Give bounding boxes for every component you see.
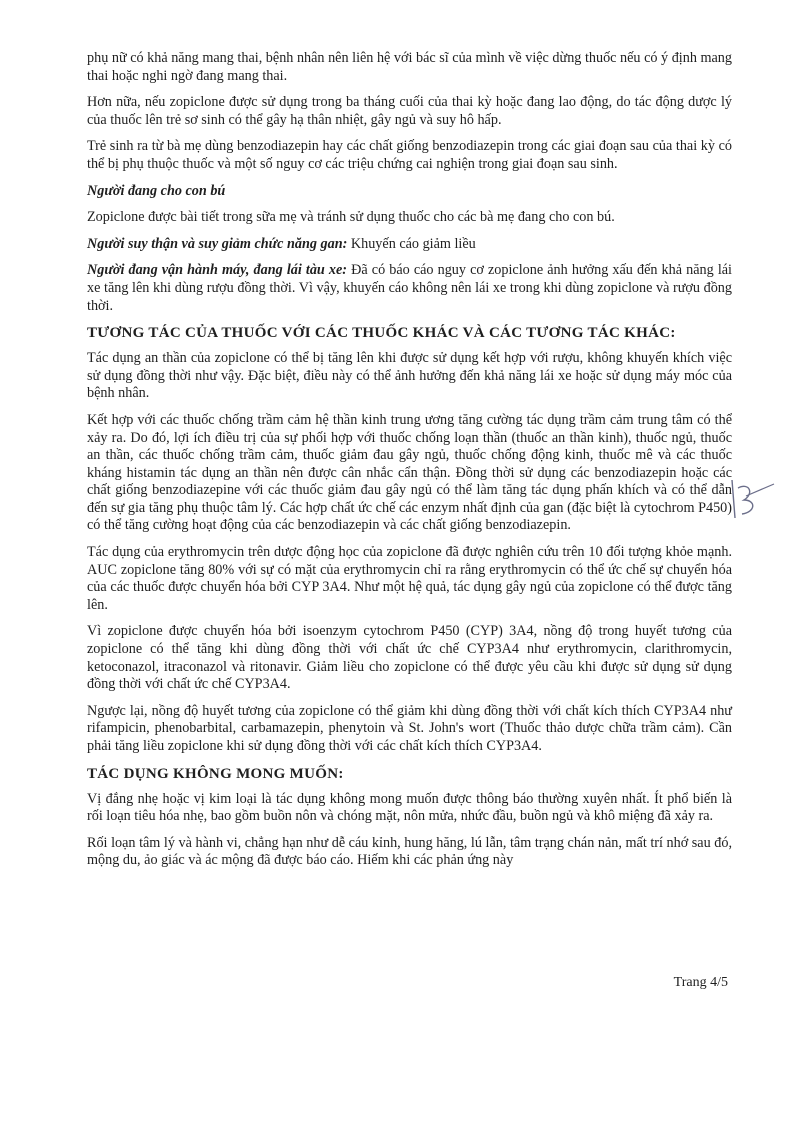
- heading-interactions: TƯƠNG TÁC CỦA THUỐC VỚI CÁC THUỐC KHÁC VÀ CÁC TƯƠNG TÁC KHÁC:: [87, 325, 676, 342]
- driving-label: Người đang vận hành máy, đang lái tàu xe:: [87, 262, 348, 279]
- renal-hepatic-label: Người suy thận và suy giảm chức năng gan:: [87, 235, 348, 252]
- renal-hepatic-text: Khuyến cáo giảm liều: [347, 235, 476, 252]
- document-body: [87, 50, 732, 879]
- paragraph-common-effects: Vị đắng nhẹ hoặc vị kim loại là tác dụng không mong muốn được thông báo thường xuyên nhất. Ít phổ biến là rối loạn tiêu hóa nhẹ, bao gồm buồn nôn và chóng mặt, nôn mửa, nhức đầu, buồn ngủ và khô miệng đã xảy ra.: [87, 790, 732, 825]
- paragraph-erythromycin: Tác dụng của erythromycin trên dược động học của zopiclone đã được nghiên cứu trên 10 đối tượng khỏe mạnh. AUC zopiclone tăng 80% với sự có mặt của erythromycin chỉ ra rằng erythromycin có thể ức chế sự chuyển hóa của các thuốc được chuyển hóa bởi CYP 3A4. Như một hệ quả, tác dụng gây ngủ của zopiclone có thể được tăng lên.: [87, 544, 732, 613]
- paragraph-psychiatric-effects: Rối loạn tâm lý và hành vi, chẳng hạn như dễ cáu kỉnh, hung hăng, lú lẫn, tâm trạng chán nản, mất trí nhớ sau đó, mộng du, ảo giác và ác mộng đã được báo cáo. Hiếm khi các phản ứng này: [87, 834, 732, 869]
- paragraph-pregnancy-contact: phụ nữ có khả năng mang thai, bệnh nhân nên liên hệ với bác sĩ của mình về việc dừng thuốc nếu có ý định mang thai hoặc nghi ngờ đang mang thai.: [87, 50, 732, 84]
- paragraph-cyp3a4-inhibitors: Vì zopiclone được chuyển hóa bởi isoenzym cytochrom P450 (CYP) 3A4, nồng độ trong huyết tương của zopiclone có thể tăng khi dùng đồng thời với chất ức chế CYP3A4 như erythromycin, clarithromycin, ketoconazol, itraconazol và ritonavir. Giảm liều cho zopiclone có thể được yêu cầu khi được sử dụng sử dụng đồng thời với chất ức chế CYP3A4.: [87, 623, 732, 693]
- paragraph-breastfeeding: Zopiclone được bài tiết trong sữa mẹ và tránh sử dụng thuốc cho các bà mẹ đang cho con bú.: [87, 209, 615, 226]
- paragraph-cyp3a4-inducers: Ngược lại, nồng độ huyết tương của zopiclone có thể giảm khi dùng đồng thời với chất kích thích CYP3A4 như rifampicin, phenobarbital, carbamazepin, phenytoin và St. John's wort (Thuốc thảo dược chữa trầm cảm). Cần phải tăng liều zopiclone khi sử dụng đồng thời với các chất kích thích CYP3A4.: [87, 702, 732, 754]
- paragraph-newborn-dependence: Trẻ sinh ra từ bà mẹ dùng benzodiazepin hay các chất giống benzodiazepin trong các giai đoạn sau của thai kỳ có thể bị phụ thuộc thuốc và một số nguy cơ các triệu chứng cai nghiện trong giai đoạn sau sinh.: [87, 138, 732, 172]
- handwritten-mark-icon: [722, 470, 782, 530]
- heading-adverse-effects: TÁC DỤNG KHÔNG MONG MUỐN:: [87, 765, 344, 782]
- driving-text: Đã có báo cáo nguy cơ zopiclone ảnh hưởng xấu đến khả năng lái xe tăng lên khi dùng rượu đồng thời. Vì vậy, khuyến cáo không nên lái xe trong khi dùng zopiclone và rượu đồng thời.: [87, 262, 732, 314]
- breastfeeding-label: Người đang cho con bú: [87, 182, 226, 199]
- paragraph-driving: [87, 262, 732, 315]
- paragraph-alcohol: Tác dụng an thần của zopiclone có thể bị tăng lên khi được sử dụng kết hợp với rượu, không khuyến khích việc sử dụng đồng thời như vậy. Đặc biệt, điều này có thể ảnh hưởng đến khả năng lái xe hoặc sử dụng máy móc của bệnh nhân.: [87, 350, 732, 402]
- paragraph-third-trimester: Hơn nữa, nếu zopiclone được sử dụng trong ba tháng cuối của thai kỳ hoặc đang lao động, do tác động dược lý của thuốc lên trẻ sơ sinh có thể gây hạ thân nhiệt, gây ngủ và suy hô hấp.: [87, 94, 732, 128]
- paragraph-renal-hepatic: [87, 236, 732, 254]
- paragraph-cns-depressants: Kết hợp với các thuốc chống trầm cảm hệ thần kinh trung ương tăng cường tác dụng trầm cảm trung tâm có thể xảy ra. Do đó, lợi ích điều trị của sự phối hợp với thuốc chống loạn thần (thuốc an thần kinh), thuốc ngủ, thuốc an thần, các thuốc chống trầm cảm, thuốc giảm đau gây ngủ, thuốc chống động kinh, thuốc mê và các thuốc kháng histamin tác dụng an thần nên được cân nhắc cẩn thận. Đồng thời sử dụng các benzodiazepin hoặc các chất giống benzodiazepine với các thuốc giảm đau gây ngủ có thể làm tăng tác dụng phấn khích và có thể dẫn đến sự gia tăng phụ thuộc tâm lý. Các hợp chất ức chế các enzym nhất định của gan (đặc biệt là cytochrom P450) có thể tăng cường hoạt động của các benzodiazepin và các chất giống benzodiazepin.: [87, 411, 732, 534]
- page-number: Trang 4/5: [673, 975, 728, 990]
